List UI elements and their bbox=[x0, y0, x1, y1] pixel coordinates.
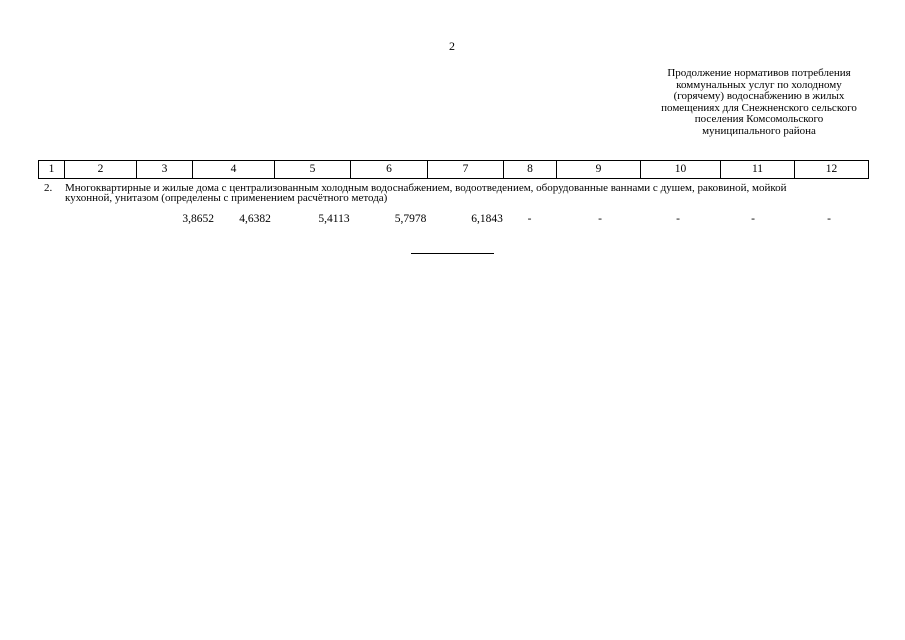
values-row bbox=[38, 212, 868, 226]
value-col-11: - bbox=[751, 213, 755, 225]
value-col-9: - bbox=[598, 213, 602, 225]
header-cell: 11 bbox=[721, 161, 795, 179]
caption-line-5: поселения Комсомольского bbox=[694, 113, 824, 125]
section-number: 2. bbox=[44, 182, 53, 194]
caption-line-6: муниципального района bbox=[702, 124, 816, 137]
value-col-7: 6,1843 bbox=[471, 213, 503, 225]
header-cell: 10 bbox=[641, 161, 721, 179]
header-cell: 6 bbox=[351, 161, 428, 179]
header-cell: 4 bbox=[193, 161, 275, 179]
value-col-12: - bbox=[827, 213, 831, 225]
caption-line-1: Продолжение нормативов потребления bbox=[667, 67, 851, 79]
header-cell: 2 bbox=[65, 161, 137, 179]
caption-line-4: помещениях для Снежненского сельского bbox=[661, 101, 857, 114]
section-title: Многоквартирные и жилые дома с централизованным холодным водоснабжением, водоотведением, оборудованные ваннами с душем, раковиной, мойкой кухонной, унитазом (определены с применением расчётного метода) bbox=[65, 182, 787, 204]
value-col-4: 4,6382 bbox=[239, 213, 271, 225]
header-cell: 5 bbox=[275, 161, 351, 179]
header-cell: 8 bbox=[504, 161, 557, 179]
value-col-6: 5,7978 bbox=[394, 213, 427, 225]
caption-line-3: (горячему) водоснабжению в жилых bbox=[673, 90, 845, 102]
header-cell: 9 bbox=[557, 161, 641, 179]
header-cell: 12 bbox=[795, 161, 869, 179]
header-cell: 1 bbox=[39, 161, 65, 179]
value-col-5: 5,4113 bbox=[318, 213, 350, 225]
column-number-header bbox=[38, 160, 869, 179]
value-col-10: - bbox=[676, 213, 680, 225]
header-row bbox=[39, 161, 869, 179]
caption-line-2: коммунальных услуг по холодному bbox=[676, 78, 842, 91]
end-of-section-rule bbox=[411, 253, 494, 254]
value-col-3: 3,8652 bbox=[182, 213, 214, 225]
page-number: 2 bbox=[449, 39, 455, 53]
header-cell: 3 bbox=[137, 161, 193, 179]
table-caption bbox=[636, 68, 882, 137]
value-col-8: - bbox=[527, 213, 532, 225]
header-cell: 7 bbox=[428, 161, 504, 179]
